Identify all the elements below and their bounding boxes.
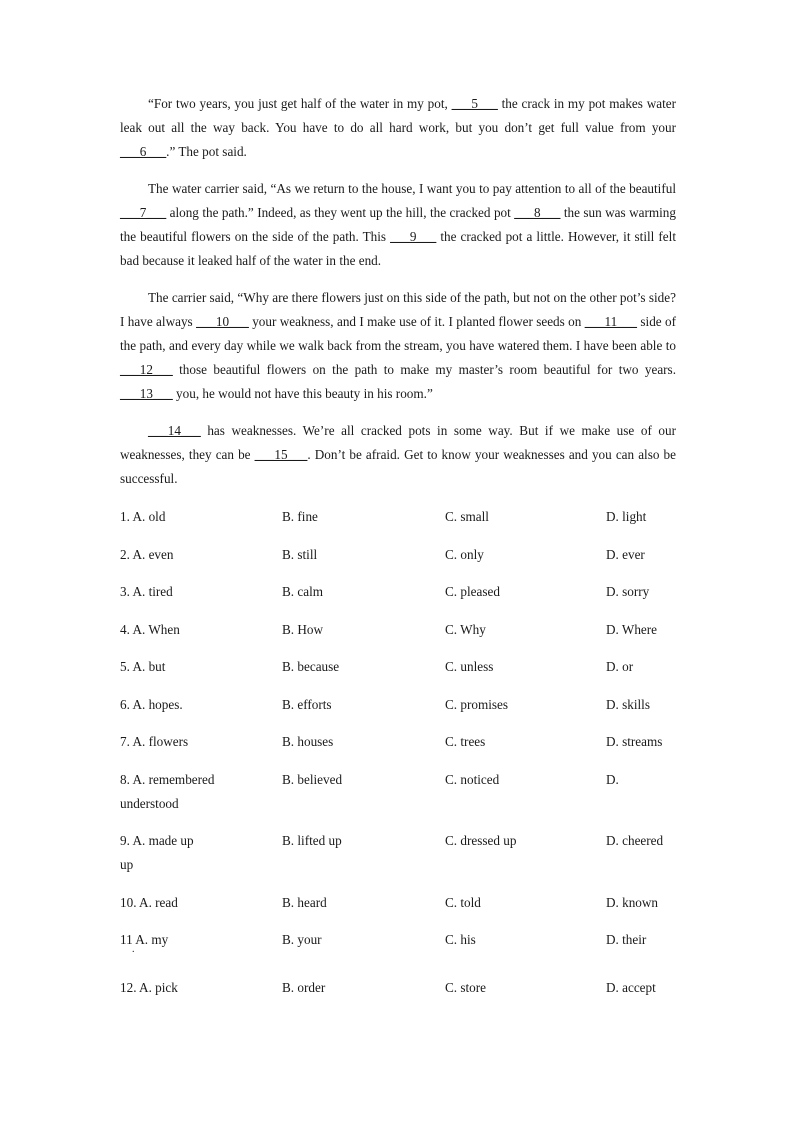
option-a: 11 A. my	[120, 932, 169, 947]
passage-text: you, he would not have this beauty in his room.”	[172, 386, 433, 401]
option-d: D. light	[606, 509, 647, 524]
option-a: 2. A. even	[120, 546, 174, 562]
passage-text: the cracked pot a little. However, it still felt bad because it leaked half of the water in the end.	[120, 229, 676, 268]
option-d: D. known	[606, 894, 659, 910]
option-b: B. How	[282, 621, 324, 637]
question-row	[120, 655, 676, 679]
passage-text: the sun was warming the beautiful flowers on the side of the path. This	[120, 205, 676, 244]
option-c: C. his	[445, 932, 476, 947]
option-c: C. pleased	[445, 584, 500, 599]
option-wrap-text: understood	[120, 795, 179, 811]
option-b: B. order	[282, 980, 326, 995]
passage-text: side of the path, and every day while we walk back from the stream, you have watered them. I have been able to	[120, 314, 677, 353]
option-d: D. skills	[606, 696, 650, 712]
option-c: C. Why	[445, 621, 486, 637]
cloze-passage	[120, 92, 676, 491]
answer-blank: ___5___	[451, 96, 498, 111]
option-a: 7. A. flowers	[120, 734, 189, 749]
option-b: B. heard	[282, 894, 327, 910]
passage-paragraph	[120, 419, 676, 491]
answer-blank: ___14___	[148, 423, 201, 438]
passage-text: . Don’t be afraid. Get to know your weaknesses and you can also be successful.	[120, 447, 676, 486]
option-c: C. told	[445, 894, 481, 910]
answer-blank: ___11___	[584, 314, 638, 329]
option-wrap-text: up	[120, 857, 134, 872]
option-c: C. noticed	[445, 771, 500, 787]
answer-blank: ___9___	[390, 229, 437, 244]
question-row	[120, 580, 676, 604]
option-a: 12. A. pick	[120, 980, 178, 995]
option-a: 1. A. old	[120, 509, 166, 524]
question-row	[120, 891, 676, 915]
option-c: C. unless	[445, 659, 494, 674]
worksheet-page	[120, 92, 676, 1014]
passage-text: the crack in my pot makes water leak out all the way back. You have to do all hard work, but you don’t get full value from your	[120, 96, 677, 135]
option-d: D. their	[606, 932, 647, 947]
option-c: C. trees	[445, 734, 486, 749]
option-c: C. dressed up	[445, 833, 517, 848]
question-row	[120, 618, 676, 642]
option-d: D. streams	[606, 734, 663, 749]
passage-text: those beautiful flowers on the path to make my master’s room beautiful for two years.	[172, 362, 676, 377]
question-row	[120, 693, 676, 717]
option-a: 10. A. read	[120, 894, 178, 910]
passage-text: your weakness, and I make use of it. I planted flower seeds on	[248, 314, 585, 329]
option-b: B. believed	[282, 771, 343, 787]
option-d: D. accept	[606, 980, 656, 995]
option-a: 6. A. hopes.	[120, 696, 183, 712]
answer-blank: ___12___	[120, 362, 173, 377]
question-row	[120, 543, 676, 567]
question-row	[120, 976, 676, 1000]
option-d: D.	[606, 771, 619, 787]
passage-text: The water carrier said, “As we return to the house, I want you to pay attention to all of the beautiful	[148, 181, 676, 196]
option-a: 3. A. tired	[120, 584, 173, 599]
option-b: B. fine	[282, 509, 318, 524]
option-d: D. ever	[606, 546, 645, 562]
option-c: C. promises	[445, 696, 509, 712]
option-d: D. cheered	[606, 833, 664, 848]
answer-blank: ___13___	[120, 386, 173, 401]
option-a: 4. A. When	[120, 621, 180, 637]
option-b: B. efforts	[282, 696, 332, 712]
passage-text: “For two years, you just get half of the water in my pot,	[148, 96, 452, 111]
question-row	[120, 829, 676, 877]
option-c: C. only	[445, 546, 484, 562]
answer-blank: ___10___	[196, 314, 249, 329]
option-a: 8. A. remembered	[120, 771, 215, 787]
option-d: D. Where	[606, 621, 658, 637]
question-list	[120, 505, 676, 1000]
passage-paragraph	[120, 177, 676, 273]
answer-blank: ___8___	[514, 205, 561, 220]
question-row	[120, 928, 676, 962]
stray-dot: .	[132, 944, 135, 955]
passage-paragraph	[120, 92, 676, 164]
option-b: B. still	[282, 546, 318, 562]
answer-blank: ___7___	[120, 205, 167, 220]
passage-text: .” The pot said.	[166, 144, 247, 159]
question-row	[120, 730, 676, 754]
option-c: C. small	[445, 509, 489, 524]
option-b: B. because	[282, 659, 340, 674]
option-b: B. calm	[282, 584, 324, 599]
question-row	[120, 768, 676, 816]
option-d: D. or	[606, 659, 634, 674]
answer-blank: ___6___	[120, 144, 167, 159]
question-row	[120, 505, 676, 529]
option-b: B. lifted up	[282, 833, 342, 848]
option-b: B. houses	[282, 734, 334, 749]
option-a: 5. A. but	[120, 659, 166, 674]
passage-text: The carrier said, “Why are there flowers just on this side of the path, but not on the other pot’s side? I have always	[120, 290, 676, 329]
option-d: D. sorry	[606, 584, 650, 599]
option-c: C. store	[445, 980, 487, 995]
option-b: B. your	[282, 932, 322, 947]
option-a: 9. A. made up	[120, 833, 194, 848]
passage-text: has weaknesses. We’re all cracked pots in some way. But if we make use of our weaknesses, they can be	[120, 423, 676, 462]
passage-paragraph	[120, 286, 676, 406]
passage-text: along the path.” Indeed, as they went up the hill, the cracked pot	[166, 205, 515, 220]
answer-blank: ___15___	[254, 447, 308, 462]
